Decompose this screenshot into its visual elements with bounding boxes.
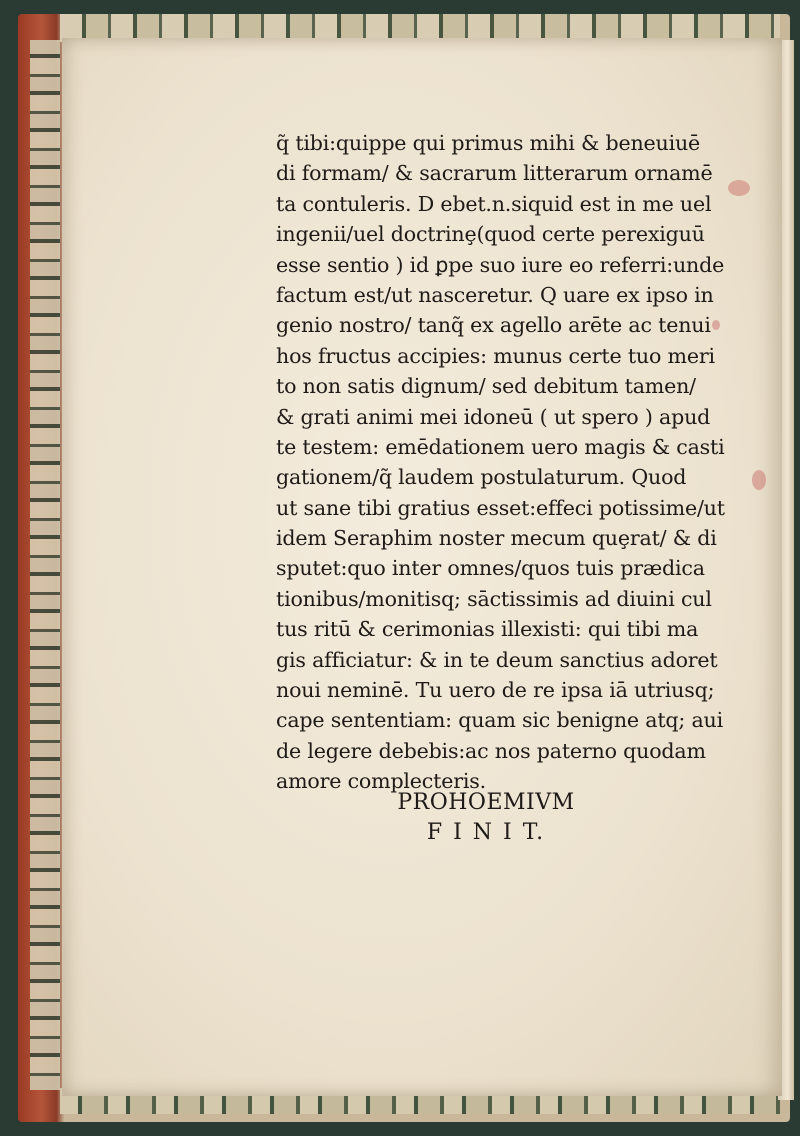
text-line: tus ritū & cerimonias illexisti: qui tibi ma [276,617,699,642]
text-line: ingenii/uel doctrinȩ(quod certe perexiguū [276,222,705,247]
main-text-block [276,128,725,797]
text-line: factum est/ut nasceretur. Q uare ex ipso in [276,282,714,307]
text-line: gationem/q̃ laudem postulaturum. Quod [276,465,687,490]
text-line: gis afficiatur: & in te deum sanctius adoret [276,647,718,672]
text-line: sputet:quo inter omnes/quos tuis prædica [276,556,705,581]
text-line: amore complecteris. [276,769,486,794]
text-line: cape sententiam: quam sic benigne atq; aui [276,708,724,733]
text-line: genio nostro/ tanq̃ ex agello arēte ac tenui [276,313,711,338]
text-line: ut sane tibi gratius esset:effeci potissime/ut [276,495,725,520]
text-line: to non satis dignum/ sed debitum tamen/ [276,374,696,399]
text-line: de legere debebis:ac nos paterno quodam [276,738,706,763]
finit-heading: F I N I T. [426,820,546,845]
text-line: tionibus/monitisq; sāctissimis ad diuini cul [276,586,712,611]
text-line: idem Seraphim noster mecum quȩrat/ & di [276,526,717,551]
red-stain [752,470,766,490]
text-line: & grati animi mei idoneū ( ut spero ) apud [276,404,711,429]
red-stain [728,180,750,196]
text-line: di formam/ & sacrarum litterarum ornamē [276,161,713,186]
red-stain [712,320,720,330]
text-line: esse sentio ) id ꝑpe suo iure eo referri:unde [276,252,725,277]
text-line: ta contuleris. D ebet.n.siquid est in me uel [276,191,712,216]
text-line: hos fructus accipies: munus certe tuo meri [276,343,715,368]
text-line: te testem: emēdationem uero magis & casti [276,434,725,459]
text-line: noui neminē. Tu uero de re ipsa iā utriusq; [276,678,715,703]
prohoemium-heading: PROHOEMIVM [397,790,575,815]
marbled-board-strip [30,40,60,1090]
text-line: q̃ tibi:quippe qui primus mihi & beneuiuē [276,131,701,155]
